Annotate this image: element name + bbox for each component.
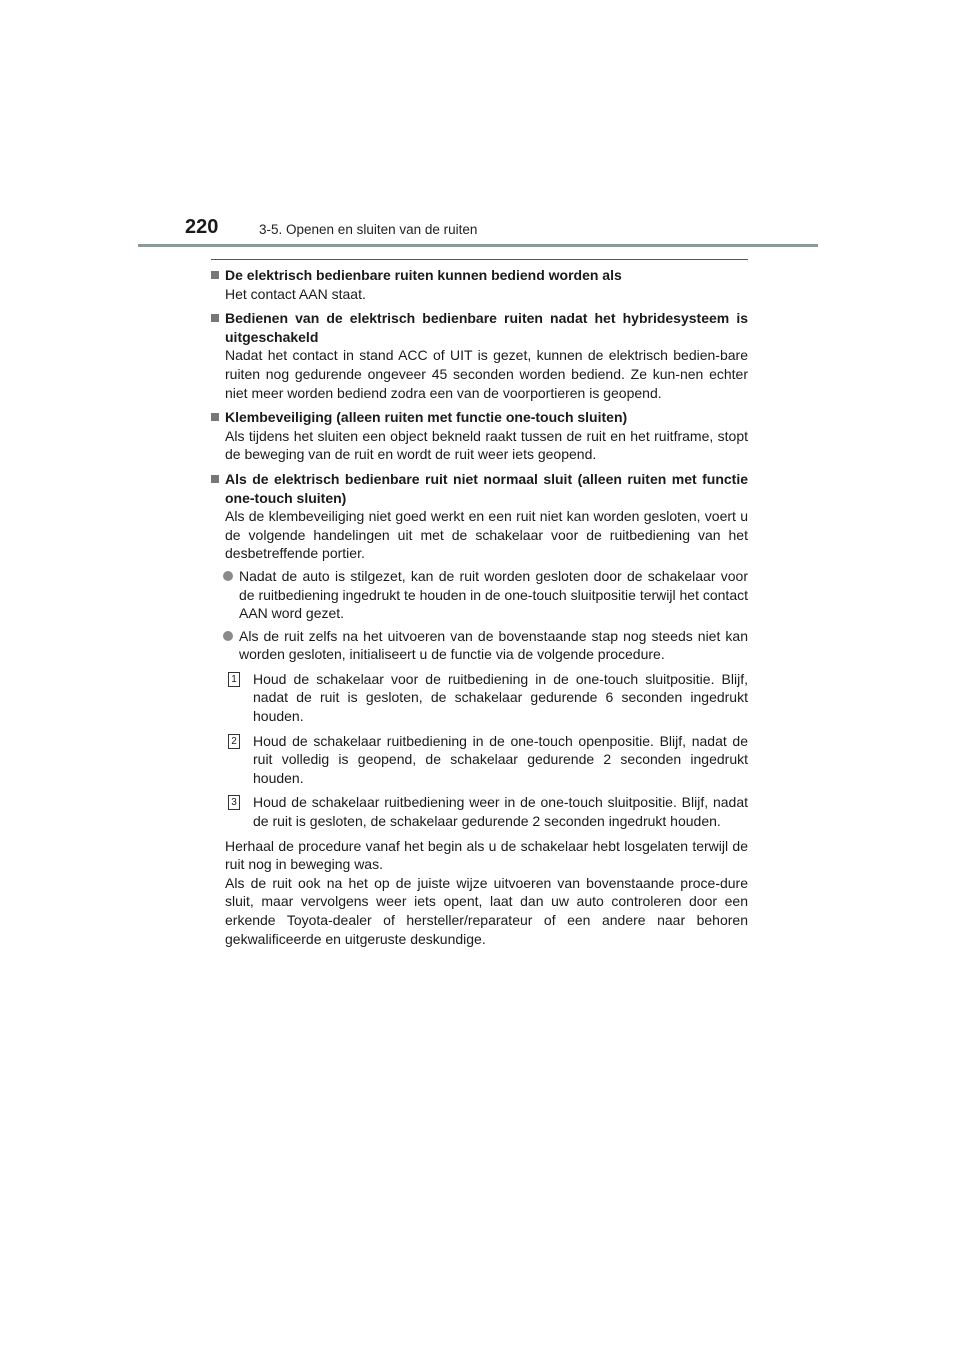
section-heading: Bedienen van de elektrisch bedienbare ruiten nadat het hybridesysteem is uitgeschakeld (211, 309, 748, 346)
section-heading: Als de elektrisch bedienbare ruit niet normaal sluit (alleen ruiten met functie one-touch sluiten) (211, 470, 748, 507)
list-item: Nadat de auto is stilgezet, kan de ruit worden gesloten door de schakelaar voor de ruitbediening ingedrukt te houden in de one-touch sluitpositie terwijl het contact AAN word gezet. (211, 567, 748, 623)
step-number-box: 3 (228, 795, 240, 810)
section-not-closing (211, 470, 748, 948)
round-bullet-icon (223, 631, 233, 641)
content-divider (211, 259, 748, 260)
square-bullet-icon (211, 314, 219, 322)
procedure-step: 2 Houd de schakelaar ruitbediening in de one-touch openpositie. Blijf, nadat de ruit volledig is geopend, de schakelaar gedurende 2 seconden ingedrukt houden. (211, 732, 748, 788)
section-body: Als tijdens het sluiten een object bekneld raakt tussen de ruit en het ruitframe, stopt de beweging van de ruit en wordt de ruit weer iets geopend. (225, 427, 748, 463)
page-number: 220 (185, 216, 219, 238)
page-header (138, 210, 818, 246)
section-body: Het contact AAN staat. (225, 285, 366, 302)
section-body: Als de klembeveiliging niet goed werkt en een ruit niet kan worden gesloten, voert u de volgende handelingen uit met de schakelaar voor de ruitbediening van het desbetreffende portier. (225, 508, 748, 562)
header-rule (138, 244, 818, 247)
section-after-shutdown (211, 309, 748, 402)
closing-paragraph: Herhaal de procedure vanaf het begin als u de schakelaar hebt losgelaten terwijl de ruit nog in beweging was. Als de ruit ook na het op de juiste wijze uitvoeren van bovenstaande proce-dure sluit, maar vervolgens weer iets opent, laat dan uw auto controleren door een erkende Toyota-dealer of hersteller/reparateur of een andere naar behoren gekwalificeerde en uitgeruste deskundige. (225, 837, 748, 947)
section-conditions (211, 266, 748, 303)
square-bullet-icon (211, 475, 219, 483)
step-number-box: 2 (228, 734, 240, 749)
procedure-step: 1 Houd de schakelaar voor de ruitbediening in de one-touch sluitpositie. Blijf, nadat de ruit is gesloten, de schakelaar gedurende 6 seconden ingedrukt houden. (211, 670, 748, 726)
section-body: Nadat het contact in stand ACC of UIT is gezet, kunnen de elektrisch bedien-bare ruiten nog gedurende ongeveer 45 seconden worden bediend. Ze kun-nen echter niet meer worden bediend zodra een van de voorportieren is geopend. (225, 347, 748, 401)
section-heading: Klembeveiliging (alleen ruiten met functie one-touch sluiten) (211, 408, 748, 427)
section-jam-protection (211, 408, 748, 464)
square-bullet-icon (211, 271, 219, 279)
square-bullet-icon (211, 413, 219, 421)
section-title: 3-5. Openen en sluiten van de ruiten (259, 222, 478, 237)
round-bullet-icon (223, 571, 233, 581)
list-item: Als de ruit zelfs na het uitvoeren van de bovenstaande stap nog steeds niet kan worden gesloten, initialiseert u de functie via de volgende procedure. (211, 627, 748, 664)
page-content (211, 266, 748, 954)
step-number-box: 1 (228, 672, 240, 687)
section-heading: De elektrisch bedienbare ruiten kunnen bediend worden als (211, 266, 748, 285)
procedure-step: 3 Houd de schakelaar ruitbediening weer in de one-touch sluitpositie. Blijf, nadat de ruit is gesloten, de schakelaar gedurende 2 seconden ingedrukt houden. (211, 793, 748, 830)
